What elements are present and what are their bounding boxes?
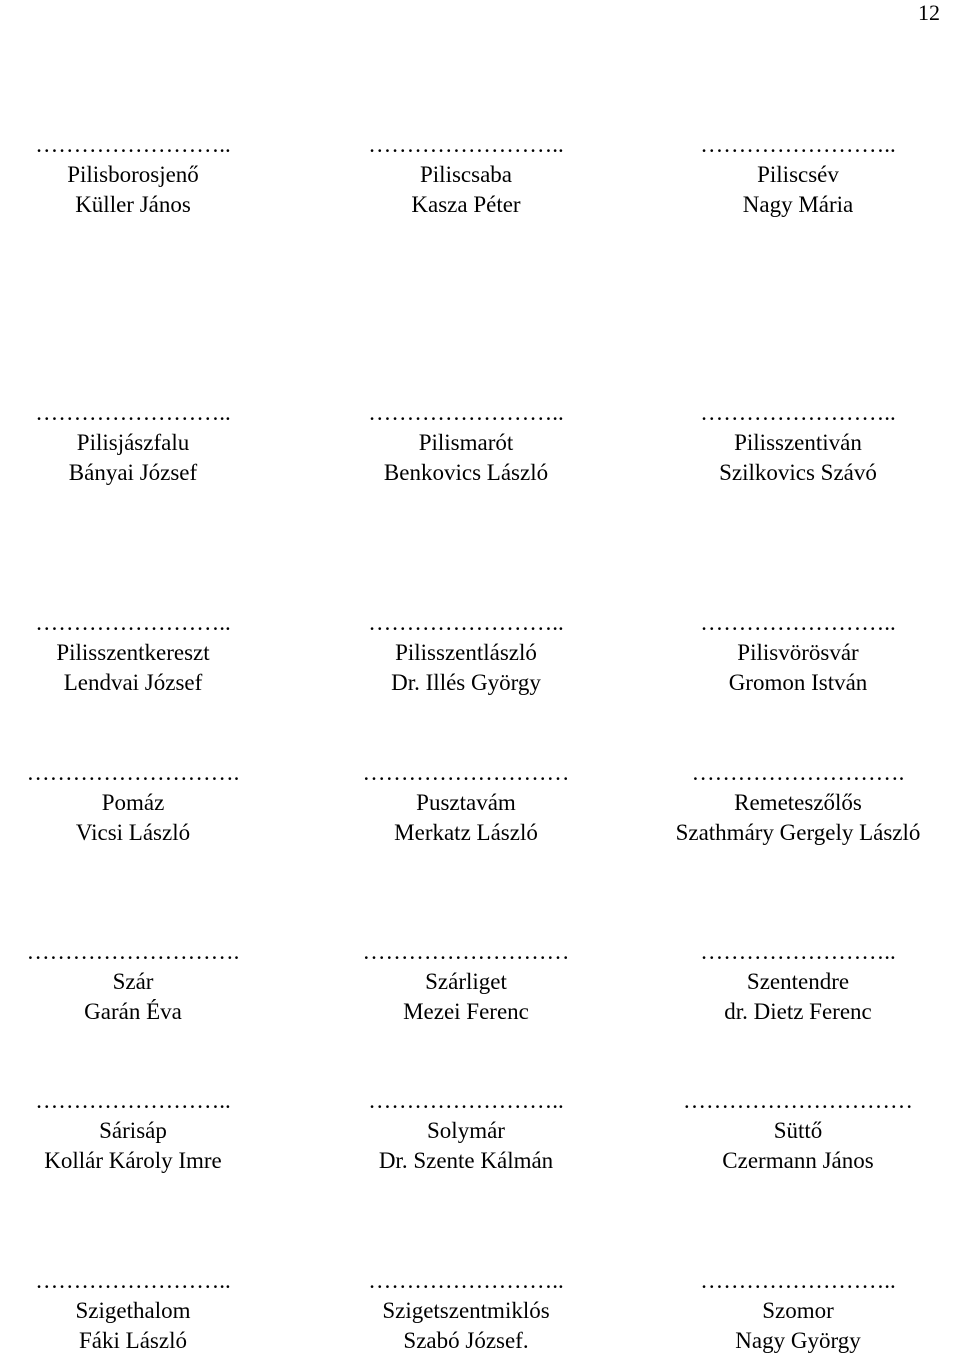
- mayor-name: Szilkovics Szávó: [719, 460, 877, 485]
- municipality-name: Pilisvörösvár: [737, 640, 859, 665]
- signature-block: [648, 1266, 948, 1356]
- signature-block: [316, 1266, 616, 1356]
- municipality-name: Pilisszentlászló: [395, 640, 537, 665]
- signature-line: ……………………….: [26, 760, 240, 785]
- signature-block: [648, 758, 948, 848]
- mayor-name: Gromon István: [728, 670, 868, 695]
- municipality-name: Sárisáp: [99, 1118, 167, 1143]
- municipality-name: Süttő: [773, 1118, 823, 1143]
- signature-line: ……………………..: [700, 1268, 896, 1293]
- municipality-name: Pusztavám: [416, 790, 516, 815]
- mayor-name: Lendvai József: [63, 670, 203, 695]
- mayor-name: Mezei Ferenc: [403, 999, 529, 1024]
- signature-line: ………………………: [362, 760, 570, 785]
- municipality-name: Pilisborosjenő: [67, 162, 199, 187]
- municipality-name: Pilisszentiván: [734, 430, 862, 455]
- municipality-name: Szárliget: [425, 969, 507, 994]
- municipality-name: Szomor: [762, 1298, 834, 1323]
- signature-block: [0, 937, 283, 1027]
- municipality-name: Pilisjászfalu: [76, 430, 190, 455]
- signature-block: [0, 758, 283, 848]
- mayor-name: Vicsi László: [75, 820, 191, 845]
- signature-block: [0, 398, 283, 488]
- mayor-name: Dr. Illés György: [391, 670, 541, 695]
- mayor-name: Benkovics László: [383, 460, 549, 485]
- municipality-name: Szentendre: [746, 969, 850, 994]
- signature-block: [316, 398, 616, 488]
- signature-line: ……………………..: [35, 400, 231, 425]
- signature-line: ……………………..: [368, 610, 564, 635]
- signature-line: ……………………..: [700, 939, 896, 964]
- signature-line: ……………………..: [35, 1088, 231, 1113]
- signature-block: [316, 937, 616, 1027]
- mayor-name: Bányai József: [68, 460, 198, 485]
- municipality-name: Szár: [112, 969, 154, 994]
- signature-line: ……………………..: [368, 1268, 564, 1293]
- mayor-name: dr. Dietz Ferenc: [724, 999, 872, 1024]
- signature-block: [316, 758, 616, 848]
- municipality-name: Szigetszentmiklós: [382, 1298, 550, 1323]
- signature-block: [648, 937, 948, 1027]
- signature-line: ……………………..: [368, 132, 564, 157]
- signature-line: ……………………..: [35, 1268, 231, 1293]
- signature-line: ……………………..: [700, 132, 896, 157]
- mayor-name: Küller János: [75, 192, 191, 217]
- signature-block: [0, 130, 283, 220]
- mayor-name: Kasza Péter: [411, 192, 521, 217]
- mayor-name: Nagy Mária: [742, 192, 854, 217]
- mayor-name: Garán Éva: [84, 999, 182, 1024]
- page-number: 12: [918, 0, 940, 25]
- municipality-name: Piliscsév: [757, 162, 839, 187]
- signature-line: …………………………: [683, 1088, 913, 1113]
- signature-block: [648, 398, 948, 488]
- signature-line: ……………………..: [368, 1088, 564, 1113]
- signature-block: [316, 1086, 616, 1176]
- signature-line: ……………………..: [35, 610, 231, 635]
- mayor-name: Dr. Szente Kálmán: [378, 1148, 554, 1173]
- signature-block: [316, 608, 616, 698]
- mayor-name: Szathmáry Gergely László: [675, 820, 921, 845]
- signature-block: [648, 1086, 948, 1176]
- mayor-name: Merkatz László: [394, 820, 538, 845]
- municipality-name: Solymár: [427, 1118, 505, 1143]
- mayor-name: Szabó József.: [403, 1328, 529, 1353]
- municipality-name: Pilismarót: [418, 430, 514, 455]
- mayor-name: Nagy György: [735, 1328, 861, 1353]
- municipality-name: Remeteszőlős: [734, 790, 862, 815]
- signature-line: ……………………..: [700, 400, 896, 425]
- mayor-name: Kollár Károly Imre: [44, 1148, 222, 1173]
- signature-block: [648, 608, 948, 698]
- signature-block: [648, 130, 948, 220]
- mayor-name: Czermann János: [722, 1148, 874, 1173]
- signature-line: ………………………: [362, 939, 570, 964]
- signature-line: ……………………….: [26, 939, 240, 964]
- signature-block: [316, 130, 616, 220]
- municipality-name: Pilisszentkereszt: [56, 640, 210, 665]
- signature-block: [0, 1266, 283, 1356]
- municipality-name: Pomáz: [101, 790, 165, 815]
- signature-block: [0, 1086, 283, 1176]
- signature-line: ……………………..: [700, 610, 896, 635]
- municipality-name: Piliscsaba: [420, 162, 512, 187]
- signature-block: [0, 608, 283, 698]
- signature-line: ……………………..: [368, 400, 564, 425]
- signature-line: ……………………….: [691, 760, 905, 785]
- mayor-name: Fáki László: [79, 1328, 187, 1353]
- municipality-name: Szigethalom: [75, 1298, 191, 1323]
- signature-line: ……………………..: [35, 132, 231, 157]
